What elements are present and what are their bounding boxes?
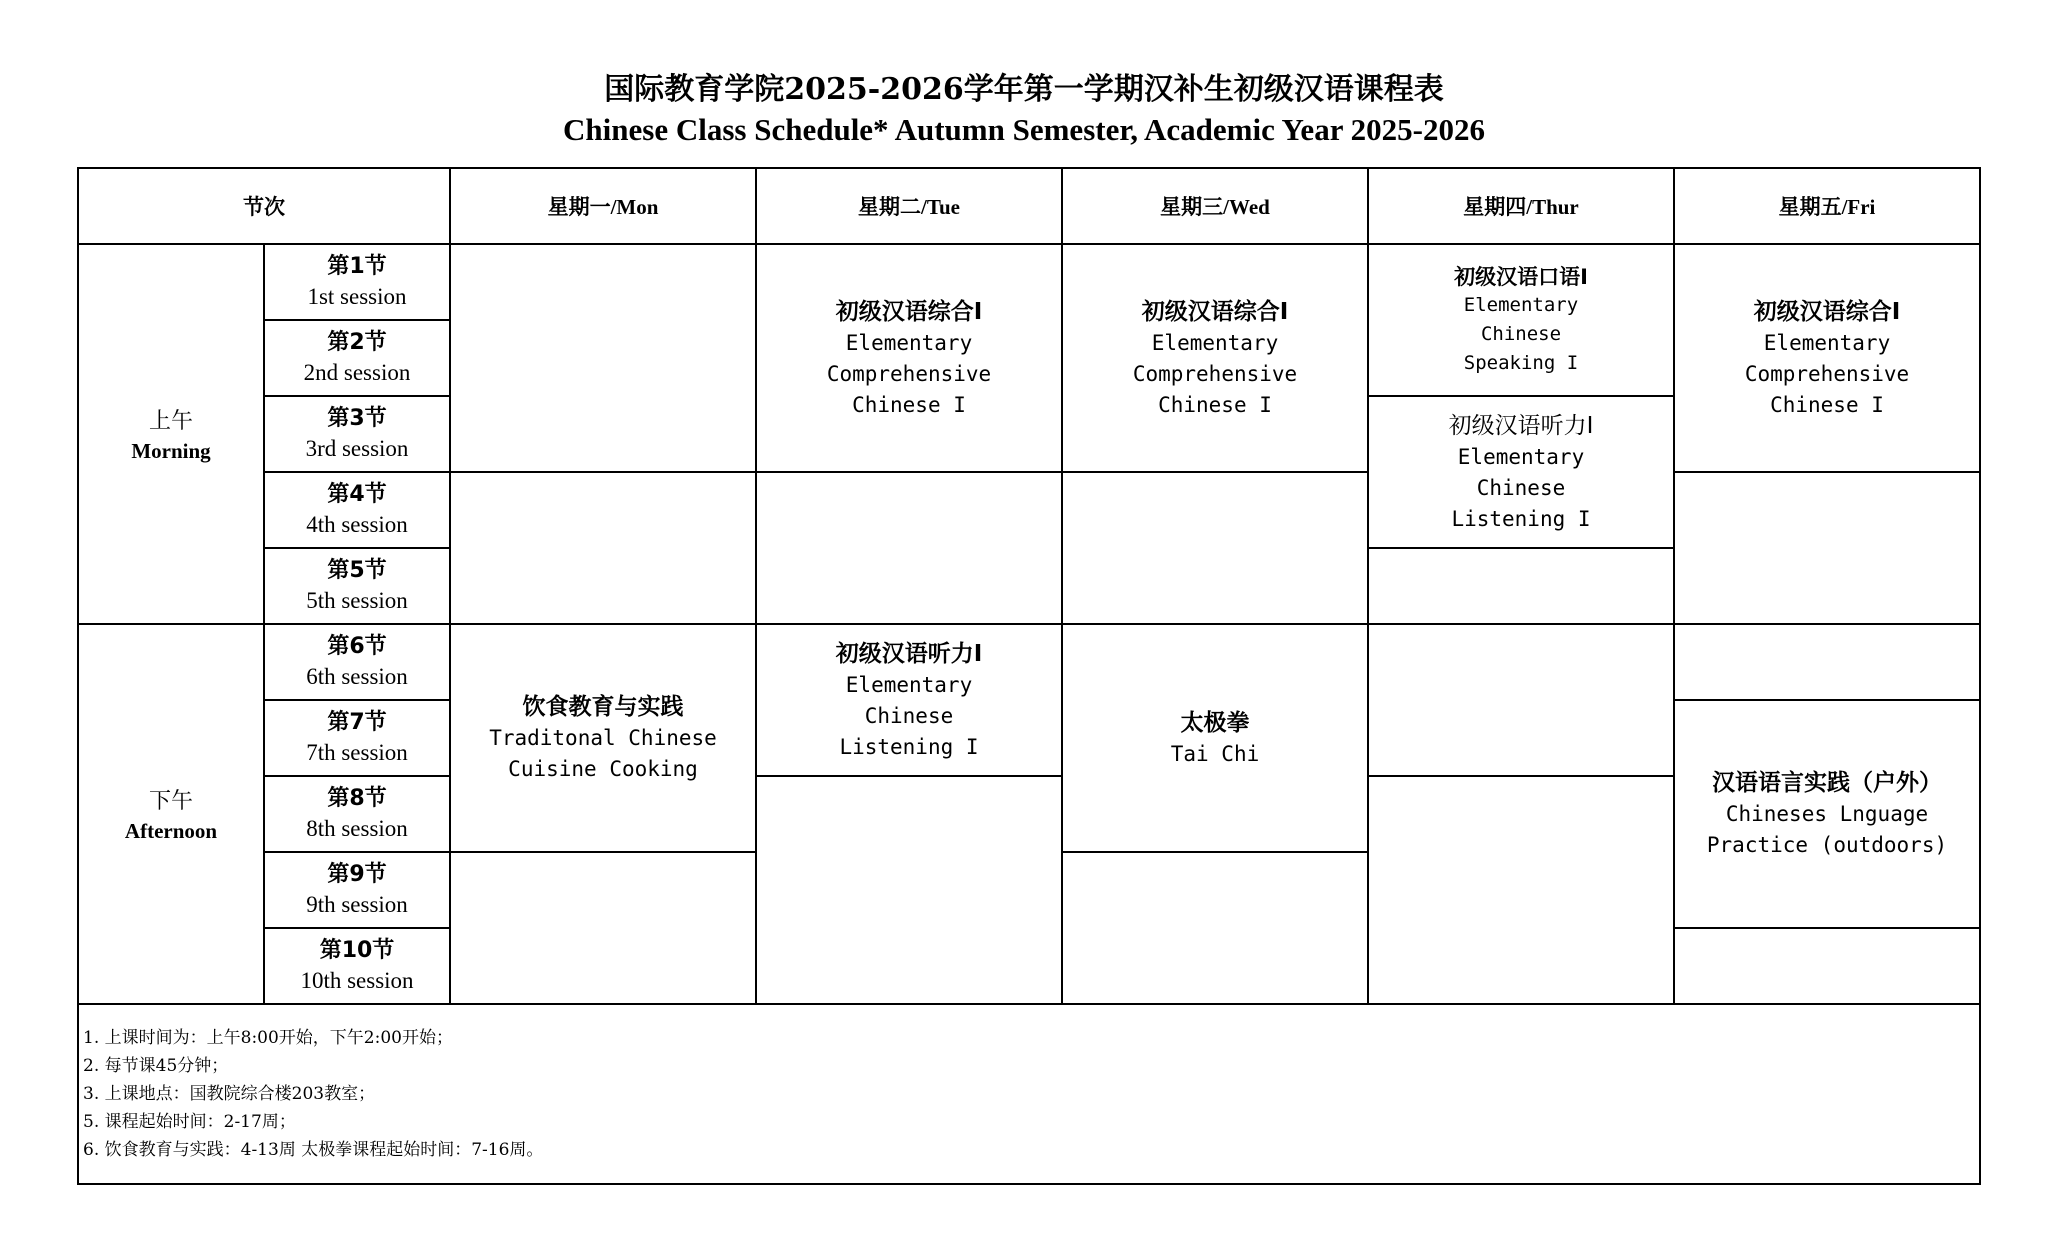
session-4	[264, 472, 450, 548]
cell-mon-am-empty	[450, 244, 756, 472]
course-title-en: Comprehensive	[1132, 361, 1298, 386]
session-label-zh: 第9节	[327, 862, 387, 887]
course-tue-listening	[756, 624, 1062, 776]
notes-row	[78, 1004, 1980, 1184]
session-label-zh: 第2节	[327, 330, 387, 355]
course-title-zh: 初级汉语听力I	[1448, 412, 1594, 439]
table-row	[78, 244, 1980, 320]
course-thu-listening	[1368, 396, 1674, 548]
header-row	[78, 168, 1980, 244]
course-fri-language-practice	[1674, 700, 1980, 928]
header-monday: 星期一/Mon	[450, 168, 756, 244]
course-title-en: Cuisine Cooking	[508, 757, 698, 781]
session-label-en: 10th session	[300, 968, 414, 993]
cell-fri-6-empty	[1674, 624, 1980, 700]
header-thursday: 星期四/Thur	[1368, 168, 1674, 244]
session-label-zh: 第1节	[327, 254, 387, 279]
notes	[78, 1004, 1980, 1184]
cell-thu-5-empty	[1368, 548, 1674, 624]
course-title-en: Practice (outdoors)	[1706, 833, 1948, 857]
session-label-en: 4th session	[306, 512, 408, 537]
cell-tue-4-5-empty	[756, 472, 1062, 624]
session-label-zh: 第7节	[327, 710, 387, 735]
course-fri-comprehensive	[1674, 244, 1980, 472]
session-label-en: 8th session	[306, 816, 408, 841]
session-label-zh: 第3节	[327, 406, 387, 431]
period-morning-en: Morning	[131, 439, 211, 463]
course-title-en: Speaking I	[1463, 351, 1579, 374]
session-label-zh: 第8节	[327, 786, 387, 811]
course-title-zh: 初级汉语综合I	[835, 298, 983, 325]
course-thu-speaking	[1368, 244, 1674, 396]
page-header	[0, 70, 2048, 150]
course-title-en: Chinese I	[1158, 392, 1272, 417]
course-title-en: Chinese	[1480, 322, 1562, 345]
course-title-zh: 初级汉语口语I	[1454, 264, 1588, 289]
session-label-en: 5th session	[306, 588, 408, 613]
course-title-en: Chinese	[864, 703, 954, 728]
header-period-column: 节次	[78, 168, 450, 244]
header-tuesday: 星期二/Tue	[756, 168, 1062, 244]
session-label-en: 1st session	[307, 284, 407, 309]
session-label-zh: 第6节	[327, 634, 387, 659]
session-10	[264, 928, 450, 1004]
course-title-en: Elementary	[1463, 293, 1579, 316]
course-title-en: Listening I	[1451, 506, 1591, 531]
note-item: 5. 课程起始时间：2-17周；	[83, 1112, 296, 1132]
session-label-en: 2nd session	[303, 360, 411, 385]
session-label-en: 6th session	[306, 664, 408, 689]
session-1	[264, 244, 450, 320]
cell-fri-4-5-empty	[1674, 472, 1980, 624]
schedule-table	[77, 167, 1981, 1185]
course-title-en: Comprehensive	[826, 361, 992, 386]
session-3	[264, 396, 450, 472]
course-title-zh: 饮食教育与实践	[522, 694, 684, 720]
note-item: 1. 上课时间为：上午8:00开始，下午2:00开始；	[83, 1028, 453, 1048]
course-mon-cuisine	[450, 624, 756, 852]
period-afternoon-en: Afternoon	[124, 819, 218, 843]
cell-mon-4-5-empty	[450, 472, 756, 624]
session-label-en: 9th session	[306, 892, 408, 917]
table-row	[78, 624, 1980, 700]
session-label-en: 7th session	[306, 740, 408, 765]
course-title-en: Chinese I	[852, 392, 966, 417]
page-title-english: Chinese Class Schedule* Autumn Semester, Academic Year 2025-2026	[563, 112, 1485, 147]
period-morning-zh: 上午	[148, 409, 193, 434]
course-title-en: Listening I	[839, 734, 979, 759]
note-item: 2. 每节课45分钟；	[83, 1056, 229, 1076]
cell-wed-9-10-empty	[1062, 852, 1368, 1004]
cell-wed-4-5-empty	[1062, 472, 1368, 624]
period-afternoon	[78, 624, 264, 1004]
cell-tue-8-10-empty	[756, 776, 1062, 1004]
course-title-zh: 太极拳	[1180, 709, 1250, 736]
session-6	[264, 624, 450, 700]
cell-thu-8-10-empty	[1368, 776, 1674, 1004]
session-5	[264, 548, 450, 624]
note-item: 3. 上课地点：国教院综合楼203教室；	[83, 1084, 376, 1104]
session-7	[264, 700, 450, 776]
course-title-zh: 汉语语言实践（户外）	[1712, 770, 1942, 796]
course-title-en: Elementary	[845, 672, 973, 697]
course-title-en: Elementary	[845, 330, 973, 355]
header-friday: 星期五/Fri	[1674, 168, 1980, 244]
session-label-zh: 第4节	[327, 482, 387, 507]
course-title-en: Chinese	[1476, 475, 1566, 500]
course-title-zh: 初级汉语听力I	[835, 640, 983, 667]
course-title-en: Elementary	[1457, 444, 1585, 469]
session-label-zh: 第5节	[327, 558, 387, 583]
course-title-en: Tai Chi	[1170, 741, 1260, 766]
period-morning	[78, 244, 264, 624]
session-2	[264, 320, 450, 396]
page-title-chinese: 国际教育学院2025-2026学年第一学期汉补生初级汉语课程表	[604, 72, 1444, 107]
course-tue-comprehensive	[756, 244, 1062, 472]
course-wed-comprehensive	[1062, 244, 1368, 472]
period-afternoon-zh: 下午	[148, 789, 193, 814]
table-row	[78, 472, 1980, 548]
session-9	[264, 852, 450, 928]
course-title-zh: 初级汉语综合I	[1753, 298, 1901, 325]
session-8	[264, 776, 450, 852]
cell-mon-9-10-empty	[450, 852, 756, 1004]
course-wed-taichi	[1062, 624, 1368, 852]
session-label-zh: 第10节	[319, 938, 395, 963]
course-title-en: Comprehensive	[1744, 361, 1910, 386]
course-title-en: Elementary	[1763, 330, 1891, 355]
header-wednesday: 星期三/Wed	[1062, 168, 1368, 244]
course-title-en: Chineses Lnguage	[1725, 802, 1929, 826]
cell-thu-6-7-empty	[1368, 624, 1674, 776]
note-item: 6. 饮食教育与实践：4-13周 太极拳课程起始时间：7-16周。	[83, 1140, 544, 1160]
session-label-en: 3rd session	[305, 436, 409, 461]
course-title-en: Elementary	[1151, 330, 1279, 355]
course-title-en: Chinese I	[1770, 392, 1884, 417]
course-title-zh: 初级汉语综合I	[1141, 298, 1289, 325]
course-title-en: Traditonal Chinese	[489, 726, 717, 750]
cell-fri-10-empty	[1674, 928, 1980, 1004]
